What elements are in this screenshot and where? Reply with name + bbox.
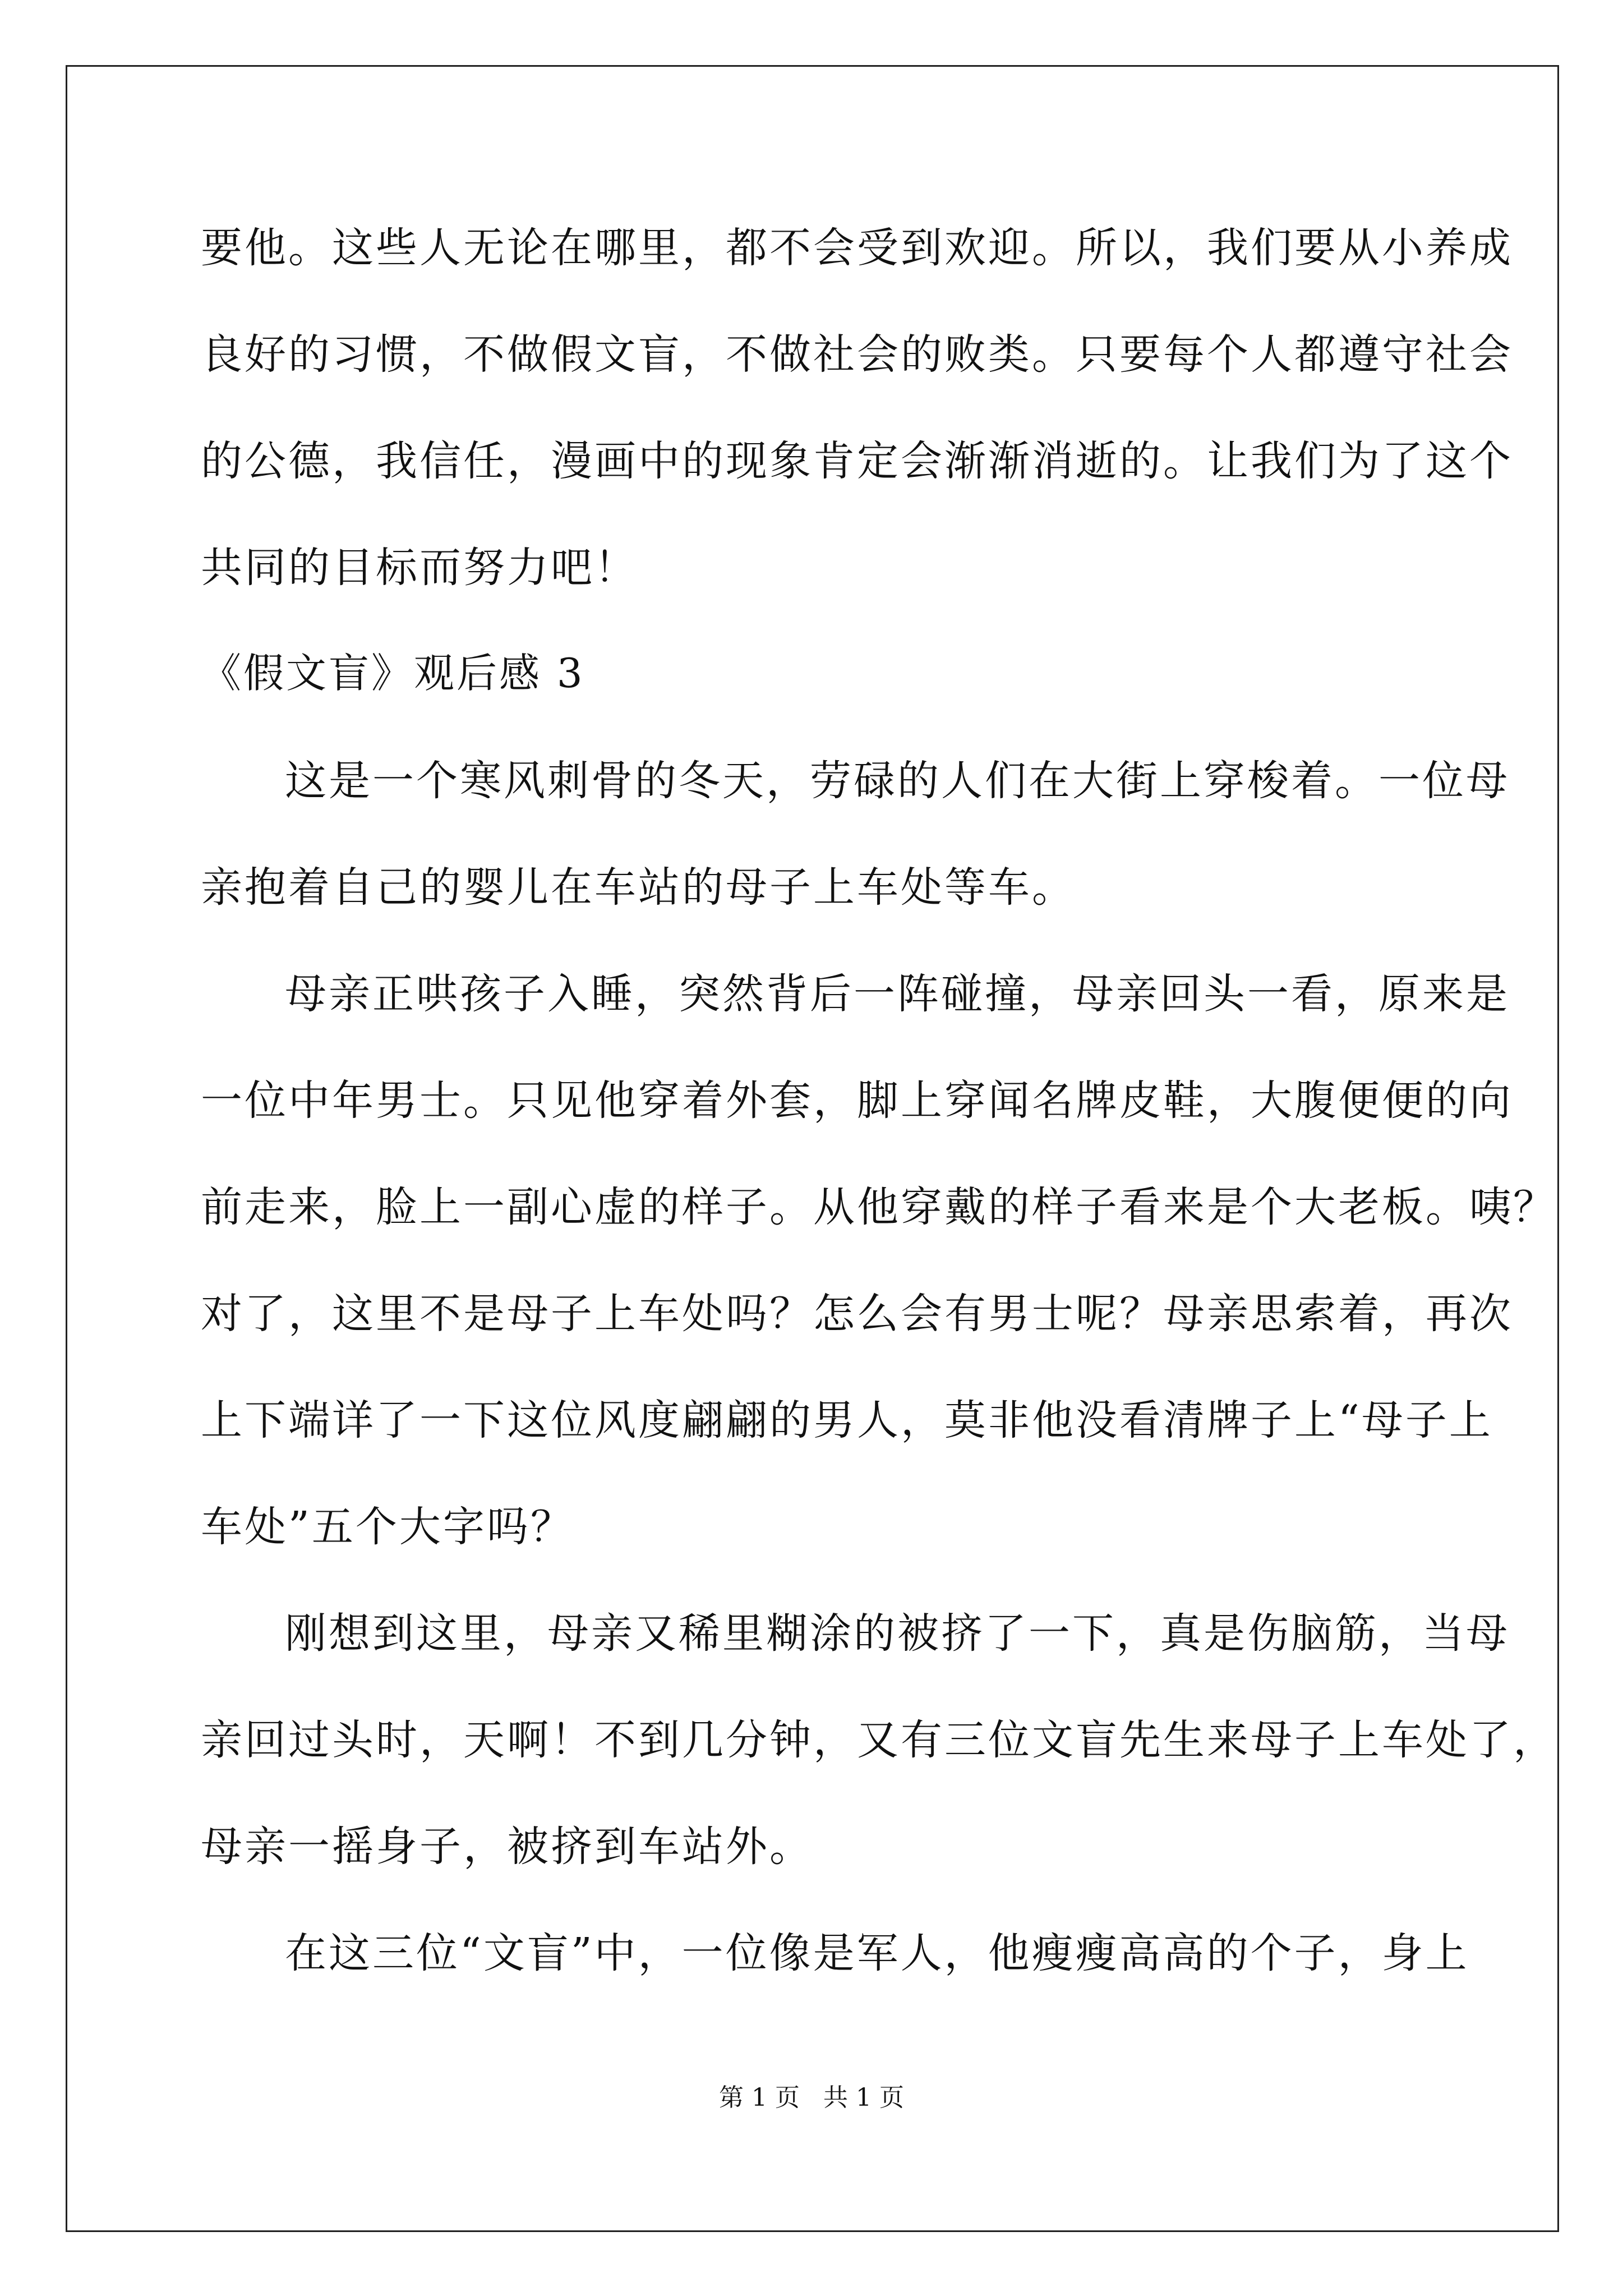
paragraph-first-line: 这是一个寒风刺骨的冬天，劳碌的人们在大街上穿梭着。一位母 (285, 757, 1510, 805)
body-line: 上下端详了一下这位风度翩翩的男人，莫非他没看清牌子上“母子上 (201, 1396, 1493, 1444)
body-line: 母亲一摇身子，被挤到车站外。 (201, 1823, 813, 1871)
body-line: 一位中年男士。只见他穿着外套，脚上穿闻名牌皮鞋，大腹便便的向 (201, 1076, 1513, 1125)
page-border (66, 65, 1559, 2232)
body-line: 要他。这些人无论在哪里，都不会受到欢迎。所以，我们要从小养成 (201, 224, 1513, 272)
body-line: 车处”五个大字吗？ (201, 1503, 574, 1551)
body-line: 的公德，我信任，漫画中的现象肯定会渐渐消逝的。让我们为了这个 (201, 437, 1513, 485)
body-line: 前走来，脸上一副心虚的样子。从他穿戴的样子看来是个大老板。咦？ (201, 1183, 1557, 1231)
body-line: 良好的习惯，不做假文盲，不做社会的败类。只要每个人都遵守社会 (201, 330, 1513, 379)
body-line: 共同的目标而努力吧！ (201, 544, 638, 592)
paragraph-first-line: 在这三位“文盲”中，一位像是军人，他瘦瘦高高的个子，身上 (285, 1929, 1469, 1977)
paragraph-first-line: 刚想到这里，母亲又稀里糊涂的被挤了一下，真是伤脑筋，当母 (285, 1609, 1510, 1658)
paragraph-first-line: 母亲正哄孩子入睡，突然背后一阵碰撞，母亲回头一看，原来是 (285, 970, 1510, 1018)
body-line: 对了，这里不是母子上车处吗？怎么会有男士呢？母亲思索着，再次 (201, 1290, 1513, 1338)
page-footer: 第 1 页 共 1 页 (719, 2083, 904, 2112)
body-line: 亲回过头时，天啊！不到几分钟，又有三位文盲先生来母子上车处了， (201, 1716, 1557, 1764)
section-heading: 《假文盲》观后感 3 (201, 650, 585, 697)
body-line: 亲抱着自己的婴儿在车站的母子上车处等车。 (201, 863, 1076, 912)
